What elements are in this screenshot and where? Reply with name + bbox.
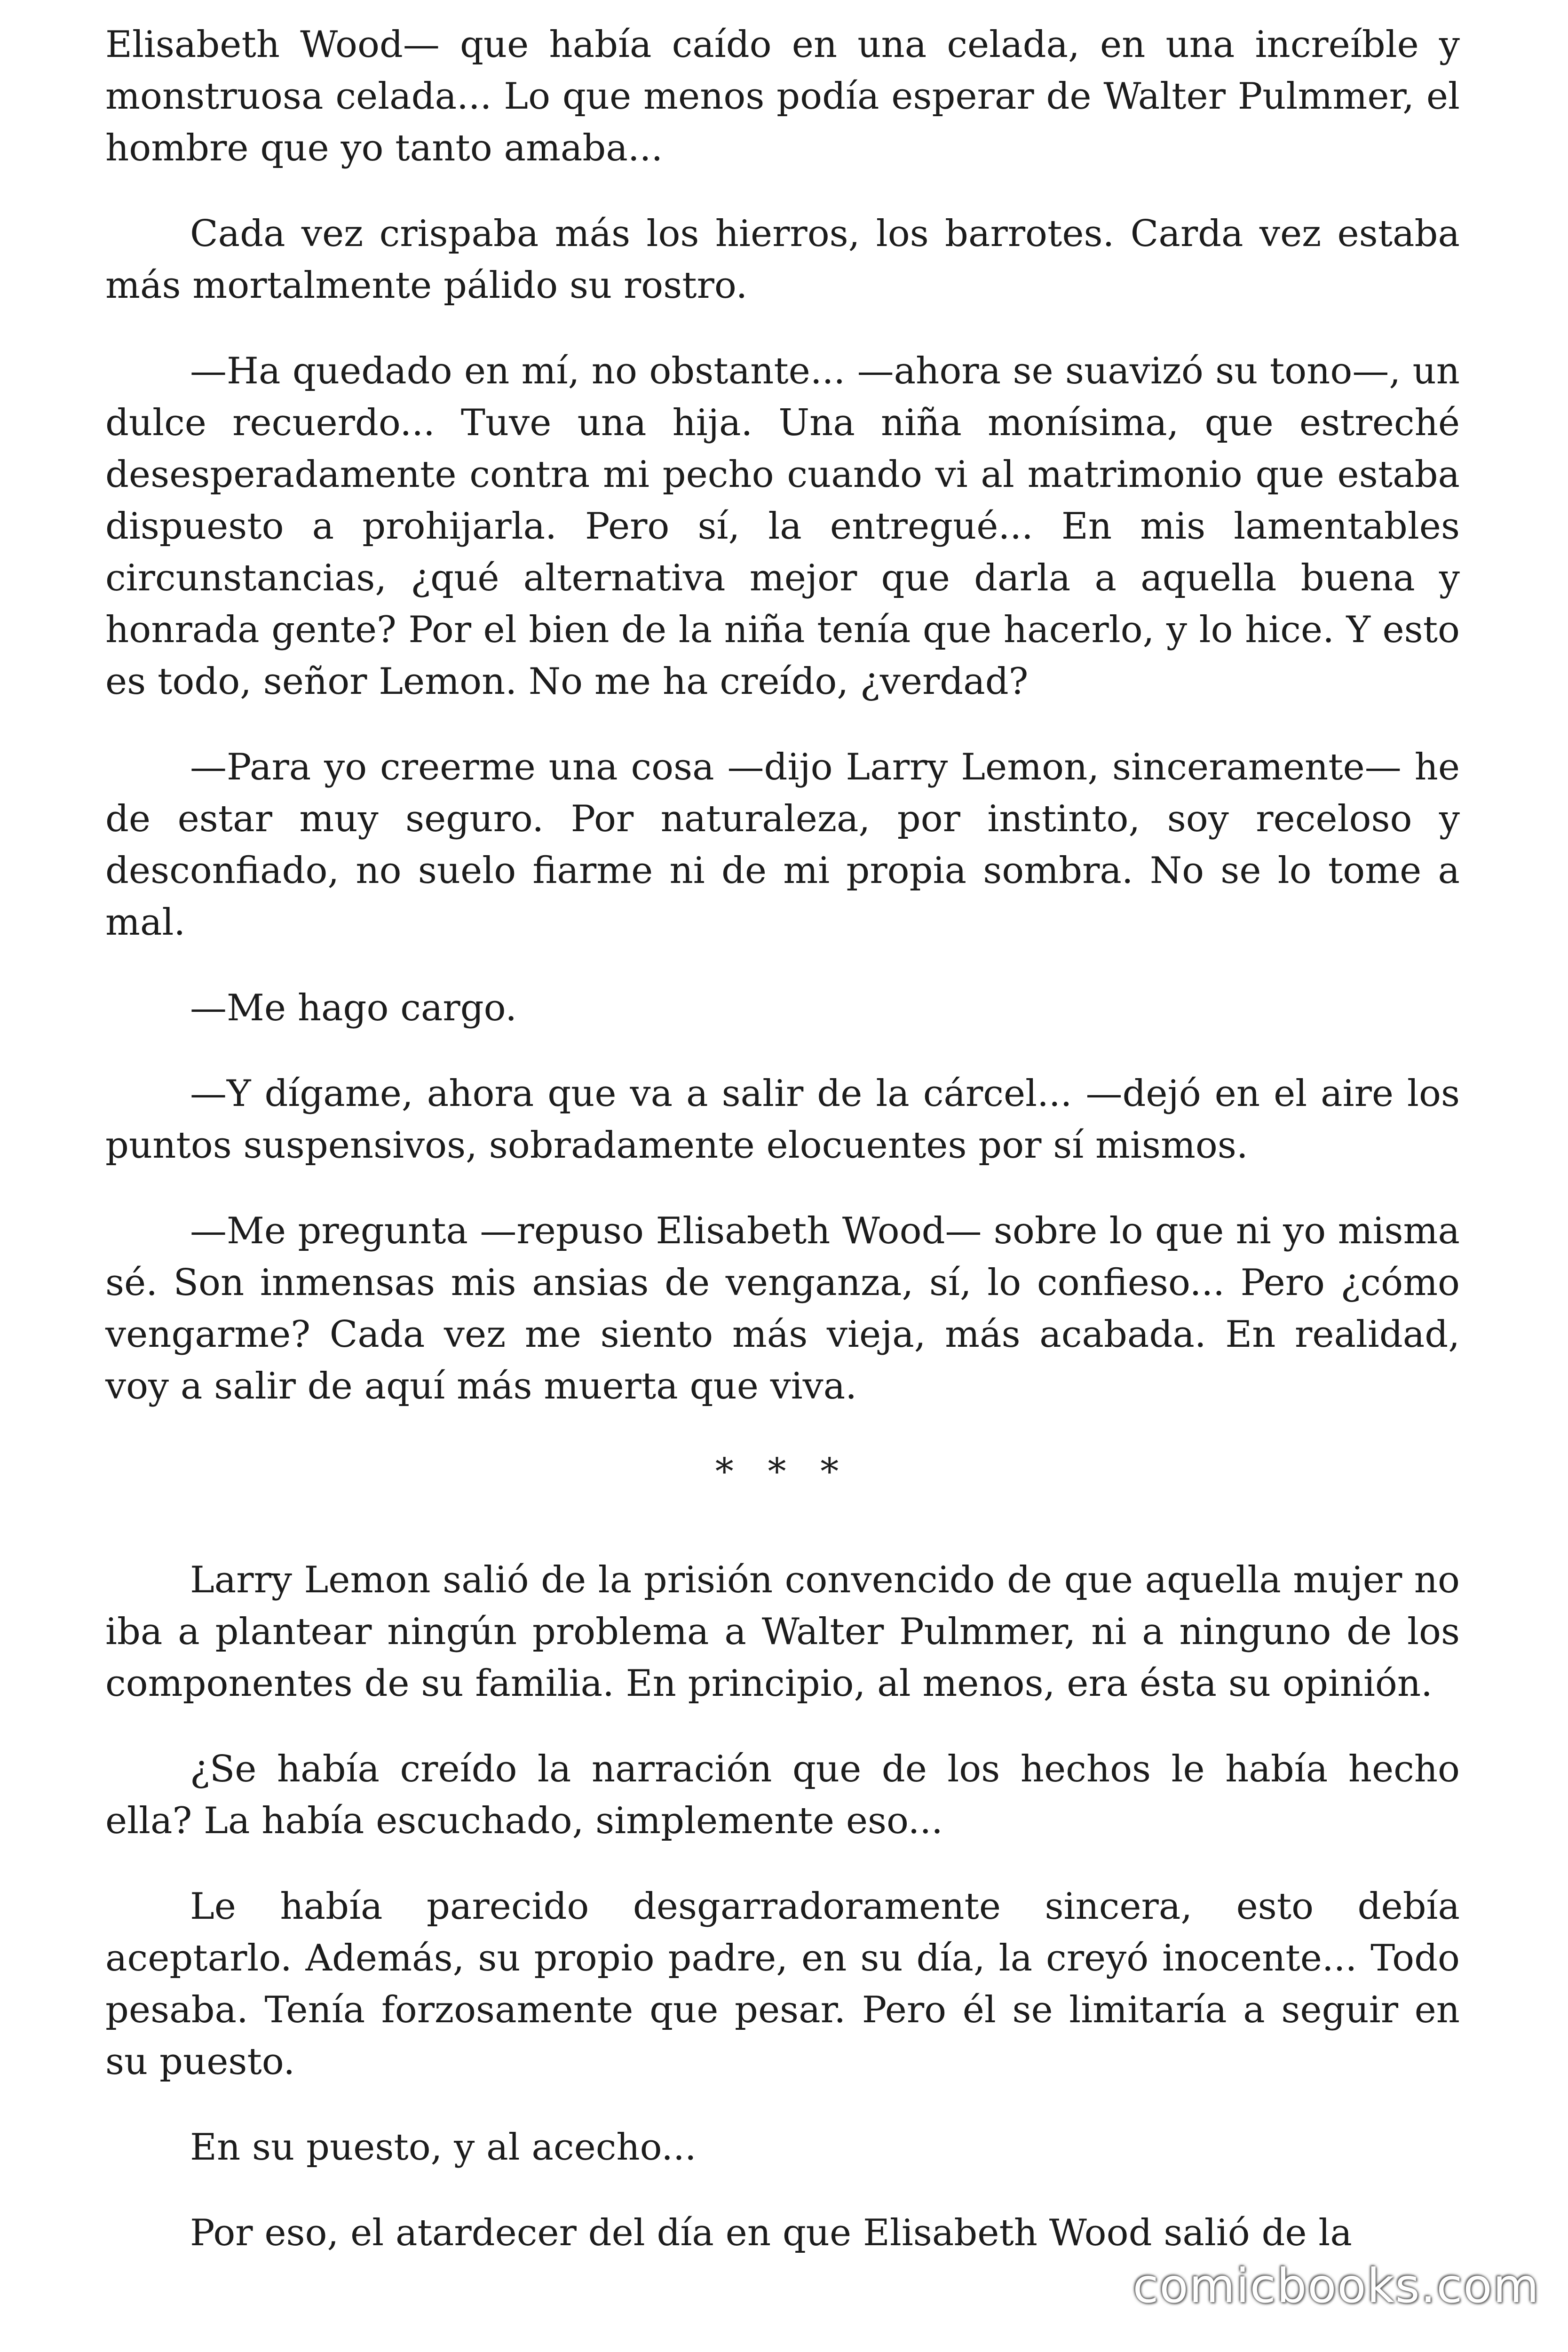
paragraph-3: —Ha quedado en mí, no obstante... —ahora se suavizó su tono—, un dulce recuerdo... Tuve una hija. Una niña monísima, que estreché desesperadamente contra mi pecho cuando vi al matrimonio que estaba dispuesto a prohijarla. Pero sí, la entregué... En mis lamentables circunstancias, ¿qué alternativa mejor que darla a aquella buena y honrada gente? Por el bien de la niña tenía que hacerlo, y lo hice. Y esto es todo, señor Lemon. No me ha creído, ¿verdad?	[105, 350, 1460, 703]
paragraph-8: Larry Lemon salió de la prisión convencido de que aquella mujer no iba a plantear ningún problema a Walter Pulmmer, ni a ninguno de los componentes de su familia. En principio, al menos, era ésta su opinión.	[105, 1559, 1460, 1705]
paragraph-9: ¿Se había creído la narración que de los hechos le había hecho ella? La había escuchado, simplemente eso...	[105, 1748, 1460, 1842]
paragraph-11: En su puesto, y al acecho...	[190, 2126, 697, 2169]
paragraph-4: —Para yo creerme una cosa —dijo Larry Lemon, sinceramente— he de estar muy seguro. Por naturaleza, por instinto, soy receloso y desconfiado, no suelo fiarme ni de mi propia sombra. No se lo tome a mal.	[105, 746, 1460, 944]
paragraph-7: —Me pregunta —repuso Elisabeth Wood— sobre lo que ni yo misma sé. Son inmensas mis ansias de venganza, sí, lo confieso... Pero ¿cómo vengarme? Cada vez me siento más vieja, más acabada. En realidad, voy a salir de aquí más muerta que viva.	[105, 1210, 1460, 1407]
paragraph-5: —Me hago cargo.	[190, 987, 517, 1029]
paragraph-12: Por eso, el atardecer del día en que Elisabeth Wood salió de la	[190, 2212, 1352, 2254]
paragraph-2: Cada vez crispaba más los hierros, los barrotes. Carda vez estaba más mortalmente pálido su rostro.	[105, 213, 1460, 307]
document-page	[105, 19, 1460, 2293]
paragraph-10: Le había parecido desgarradoramente sincera, esto debía aceptarlo. Además, su propio padre, en su día, la creyó inocente... Todo pesaba. Tenía forzosamente que pesar. Pero él se limitaría a seguir en su puesto.	[105, 1885, 1460, 2083]
section-separator: * * *	[715, 1451, 850, 1493]
paragraph-6: —Y dígame, ahora que va a salir de la cárcel... —dejó en el aire los puntos suspensivos, sobradamente elocuentes por sí mismos.	[105, 1073, 1460, 1167]
paragraph-1: Elisabeth Wood— que había caído en una celada, en una increíble y monstruosa celada... Lo que menos podía esperar de Walter Pulmmer, el hombre que yo tanto amaba...	[105, 24, 1460, 169]
watermark-logo: comicbooks.com	[1132, 2258, 1540, 2313]
